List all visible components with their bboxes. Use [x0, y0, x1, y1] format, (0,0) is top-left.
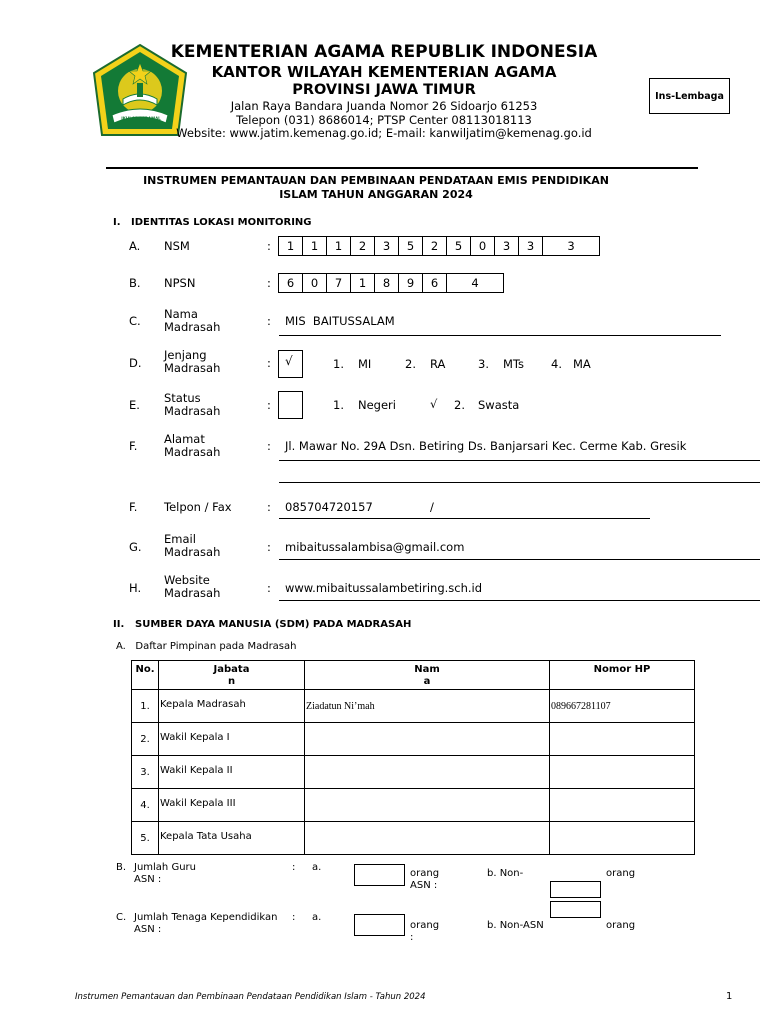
nsm-digit-box: 1 [278, 236, 303, 256]
tendik-nonasn-input[interactable] [550, 901, 601, 918]
jenjang-checkbox[interactable]: √ [278, 350, 303, 378]
alamat-label-1: Alamat [164, 432, 205, 446]
jenjang-opt1-num: 1. [333, 357, 344, 371]
tendik-colon: : [292, 912, 296, 923]
row-nama [305, 723, 550, 756]
guru-colon: : [292, 862, 296, 873]
guru-nonasn-input[interactable] [550, 881, 601, 898]
status-opt2-num: 2. [454, 398, 465, 412]
instrument-code-badge: Ins-Lembaga [649, 78, 730, 114]
guru-label-2: ASN : [134, 874, 162, 885]
footer-text: Instrumen Pemantauan dan Pembinaan Pendataan Pendidikan Islam - Tahun 2024 [75, 992, 426, 1002]
guru-orang-2: orang [606, 868, 636, 879]
status-colon: : [267, 398, 271, 412]
npsn-digit-box: 6 [422, 273, 447, 293]
nsm-label: NSM [164, 239, 190, 253]
jenjang-opt2-num: 2. [405, 357, 416, 371]
telpon-value: 085704720157 [285, 500, 373, 514]
ministry-title: KEMENTERIAN AGAMA REPUBLIK INDONESIA [170, 42, 598, 62]
pimpinan-table [131, 660, 695, 855]
telpon-underline [279, 517, 650, 519]
row-jabatan: Wakil Kepala III [159, 789, 305, 822]
tendik-orang-1 [410, 920, 439, 944]
npsn-digit-box: 8 [374, 273, 399, 293]
row-hp [550, 789, 695, 822]
npsn-label: NPSN [164, 276, 196, 290]
nsm-digit-box: 3 [542, 236, 600, 256]
col-nama [305, 661, 550, 690]
row-hp [550, 723, 695, 756]
jenjang-label-2: Madrasah [164, 361, 221, 375]
npsn-colon: : [267, 276, 271, 290]
col-no: No. [132, 661, 159, 690]
email-label [164, 533, 220, 559]
status-letter: E. [129, 398, 140, 412]
nsm-digit-box: 1 [326, 236, 351, 256]
row-no: 2. [132, 723, 159, 756]
status-label-1: Status [164, 391, 201, 405]
nsm-digit-box: 5 [398, 236, 423, 256]
telpon-colon: : [267, 500, 271, 514]
email-label-2: Madrasah [164, 545, 221, 559]
table-row [132, 723, 695, 756]
nsm-digit-box: 5 [446, 236, 471, 256]
jenjang-colon: : [267, 356, 271, 370]
nama-label-1: Nama [164, 307, 198, 321]
status-checkbox[interactable] [278, 391, 303, 419]
table-row [132, 756, 695, 789]
npsn-digit-box: 1 [350, 273, 375, 293]
email-label-1: Email [164, 532, 196, 546]
row-no: 3. [132, 756, 159, 789]
jenjang-letter: D. [129, 356, 142, 370]
row-no: 4. [132, 789, 159, 822]
nama-label-2: Madrasah [164, 320, 221, 334]
tendik-label [134, 912, 278, 936]
email-value: mibaitussalambisa@gmail.com [285, 540, 465, 554]
row-nama [305, 789, 550, 822]
guru-b: b. Non- [487, 868, 524, 879]
logo-banner-text: IKHLAS BERAMAL [121, 116, 161, 121]
nama-label [164, 308, 220, 334]
tendik-orang-2: orang [606, 920, 636, 931]
col-jabatan-2: n [227, 676, 236, 687]
row-hp [550, 756, 695, 789]
province-title: PROVINSI JAWA TIMUR [292, 82, 476, 98]
website-label [164, 574, 220, 600]
email-colon: : [267, 540, 271, 554]
row-jabatan: Kepala Tata Usaha [159, 822, 305, 855]
row-no: 5. [132, 822, 159, 855]
guru-label [134, 862, 196, 886]
jenjang-opt4-num: 4. [551, 357, 562, 371]
status-opt2: Swasta [478, 398, 520, 412]
alamat-underline-1 [279, 459, 760, 461]
nsm-colon: : [267, 239, 271, 253]
jenjang-opt2: RA [430, 357, 446, 371]
guru-asn-input[interactable] [354, 864, 405, 886]
table-row [132, 789, 695, 822]
jenjang-opt4: MA [573, 357, 591, 371]
jenjang-label [164, 349, 220, 375]
tendik-label-1: Jumlah Tenaga Kependidikan [134, 912, 278, 923]
website-label-2: Madrasah [164, 586, 221, 600]
jenjang-opt1: MI [358, 357, 372, 371]
section1-number: I. [113, 217, 121, 228]
website-colon: : [267, 581, 271, 595]
row-nama [305, 822, 550, 855]
tendik-a: a. [312, 912, 322, 923]
col-nama-1: Nam [414, 664, 440, 675]
nama-underline [279, 334, 721, 336]
alamat-letter: F. [129, 439, 138, 453]
row-nama: Ziadatun Ni’mah [305, 690, 550, 723]
alamat-colon: : [267, 439, 271, 453]
office-web: Website: www.jatim.kemenag.go.id; E-mail: kanwiljatim@kemenag.go.id [176, 126, 592, 140]
row-hp [550, 822, 695, 855]
col-hp: Nomor HP [550, 661, 695, 690]
guru-orang-1a: orang [410, 868, 440, 879]
email-underline [279, 558, 760, 560]
jenjang-label-1: Jenjang [164, 348, 207, 362]
tendik-asn-input[interactable] [354, 914, 405, 936]
section1-title: IDENTITAS LOKASI MONITORING [131, 217, 312, 228]
page-number: 1 [726, 991, 733, 1002]
guru-a: a. [312, 862, 322, 873]
tendik-letter: C. [116, 912, 127, 923]
tendik-b: b. Non-ASN [487, 920, 544, 931]
tendik-orang-1a: orang [410, 920, 440, 931]
jenjang-opt3-num: 3. [478, 357, 489, 371]
status-opt1: Negeri [358, 398, 396, 412]
section2-number: II. [113, 619, 125, 630]
website-label-1: Website [164, 573, 210, 587]
office-address: Jalan Raya Bandara Juanda Nomor 26 Sidoarjo 61253 [230, 99, 538, 113]
fax-separator: / [430, 500, 434, 514]
nsm-digit-box: 1 [302, 236, 327, 256]
table-row [132, 822, 695, 855]
header-divider [106, 167, 698, 169]
status-label [164, 392, 220, 418]
row-jabatan: Kepala Madrasah [159, 690, 305, 723]
col-jabatan [159, 661, 305, 690]
col-nama-2: a [423, 676, 431, 687]
document-title-line2: ISLAM TAHUN ANGGARAN 2024 [279, 188, 473, 201]
alamat-underline-2 [279, 481, 760, 483]
table-row [132, 690, 695, 723]
tendik-label-2: ASN : [134, 924, 162, 935]
document-title-line1: INSTRUMEN PEMANTAUAN DAN PEMBINAAN PENDATAAN EMIS PENDIDIKAN [143, 174, 609, 187]
row-jabatan: Wakil Kepala I [159, 723, 305, 756]
npsn-digit-box: 4 [446, 273, 504, 293]
row-jabatan: Wakil Kepala II [159, 756, 305, 789]
nsm-digit-box: 2 [422, 236, 447, 256]
nsm-boxes [279, 236, 600, 256]
nsm-digit-box: 0 [470, 236, 495, 256]
document-title [120, 174, 632, 202]
row-no: 1. [132, 690, 159, 723]
jenjang-opt3: MTs [503, 357, 525, 371]
alamat-value: Jl. Mawar No. 29A Dsn. Betiring Ds. Banjarsari Kec. Cerme Kab. Gresik [285, 439, 687, 453]
telpon-label: Telpon / Fax [164, 500, 232, 514]
table-header-row [132, 661, 695, 690]
email-letter: G. [129, 540, 142, 554]
npsn-digit-box: 9 [398, 273, 423, 293]
telpon-letter: F. [129, 500, 138, 514]
nsm-letter: A. [129, 239, 141, 253]
row-hp: 089667281107 [550, 690, 695, 723]
website-letter: H. [129, 581, 142, 595]
status-label-2: Madrasah [164, 404, 221, 418]
section2-title: SUMBER DAYA MANUSIA (SDM) PADA MADRASAH [135, 619, 412, 630]
guru-letter: B. [116, 862, 127, 873]
nsm-digit-box: 2 [350, 236, 375, 256]
office-phone: Telepon (031) 8686014; PTSP Center 08113018113 [236, 113, 532, 127]
npsn-boxes [279, 273, 504, 293]
status-check-mark: √ [430, 397, 438, 411]
npsn-letter: B. [129, 276, 141, 290]
col-jabatan-1: Jabata [213, 664, 250, 675]
row-nama [305, 756, 550, 789]
guru-label-1: Jumlah Guru [134, 862, 196, 873]
status-opt1-num: 1. [333, 398, 344, 412]
guru-orang-1b: ASN : [410, 880, 438, 891]
npsn-digit-box: 7 [326, 273, 351, 293]
office-title: KANTOR WILAYAH KEMENTERIAN AGAMA [211, 63, 557, 81]
guru-orang-1 [410, 868, 439, 892]
npsn-digit-box: 6 [278, 273, 303, 293]
section2-sub-a: A. Daftar Pimpinan pada Madrasah [116, 641, 297, 652]
website-underline [279, 599, 760, 601]
nama-value: MIS BAITUSSALAM [285, 314, 395, 328]
tendik-orang-1b: : [410, 932, 414, 943]
alamat-label-2: Madrasah [164, 445, 221, 459]
nama-letter: C. [129, 314, 141, 328]
website-value: www.mibaitussalambetiring.sch.id [285, 581, 483, 595]
alamat-label [164, 433, 220, 459]
nama-colon: : [267, 314, 271, 328]
npsn-digit-box: 0 [302, 273, 327, 293]
nsm-digit-box: 3 [374, 236, 399, 256]
nsm-digit-box: 3 [494, 236, 519, 256]
nsm-digit-box: 3 [518, 236, 543, 256]
